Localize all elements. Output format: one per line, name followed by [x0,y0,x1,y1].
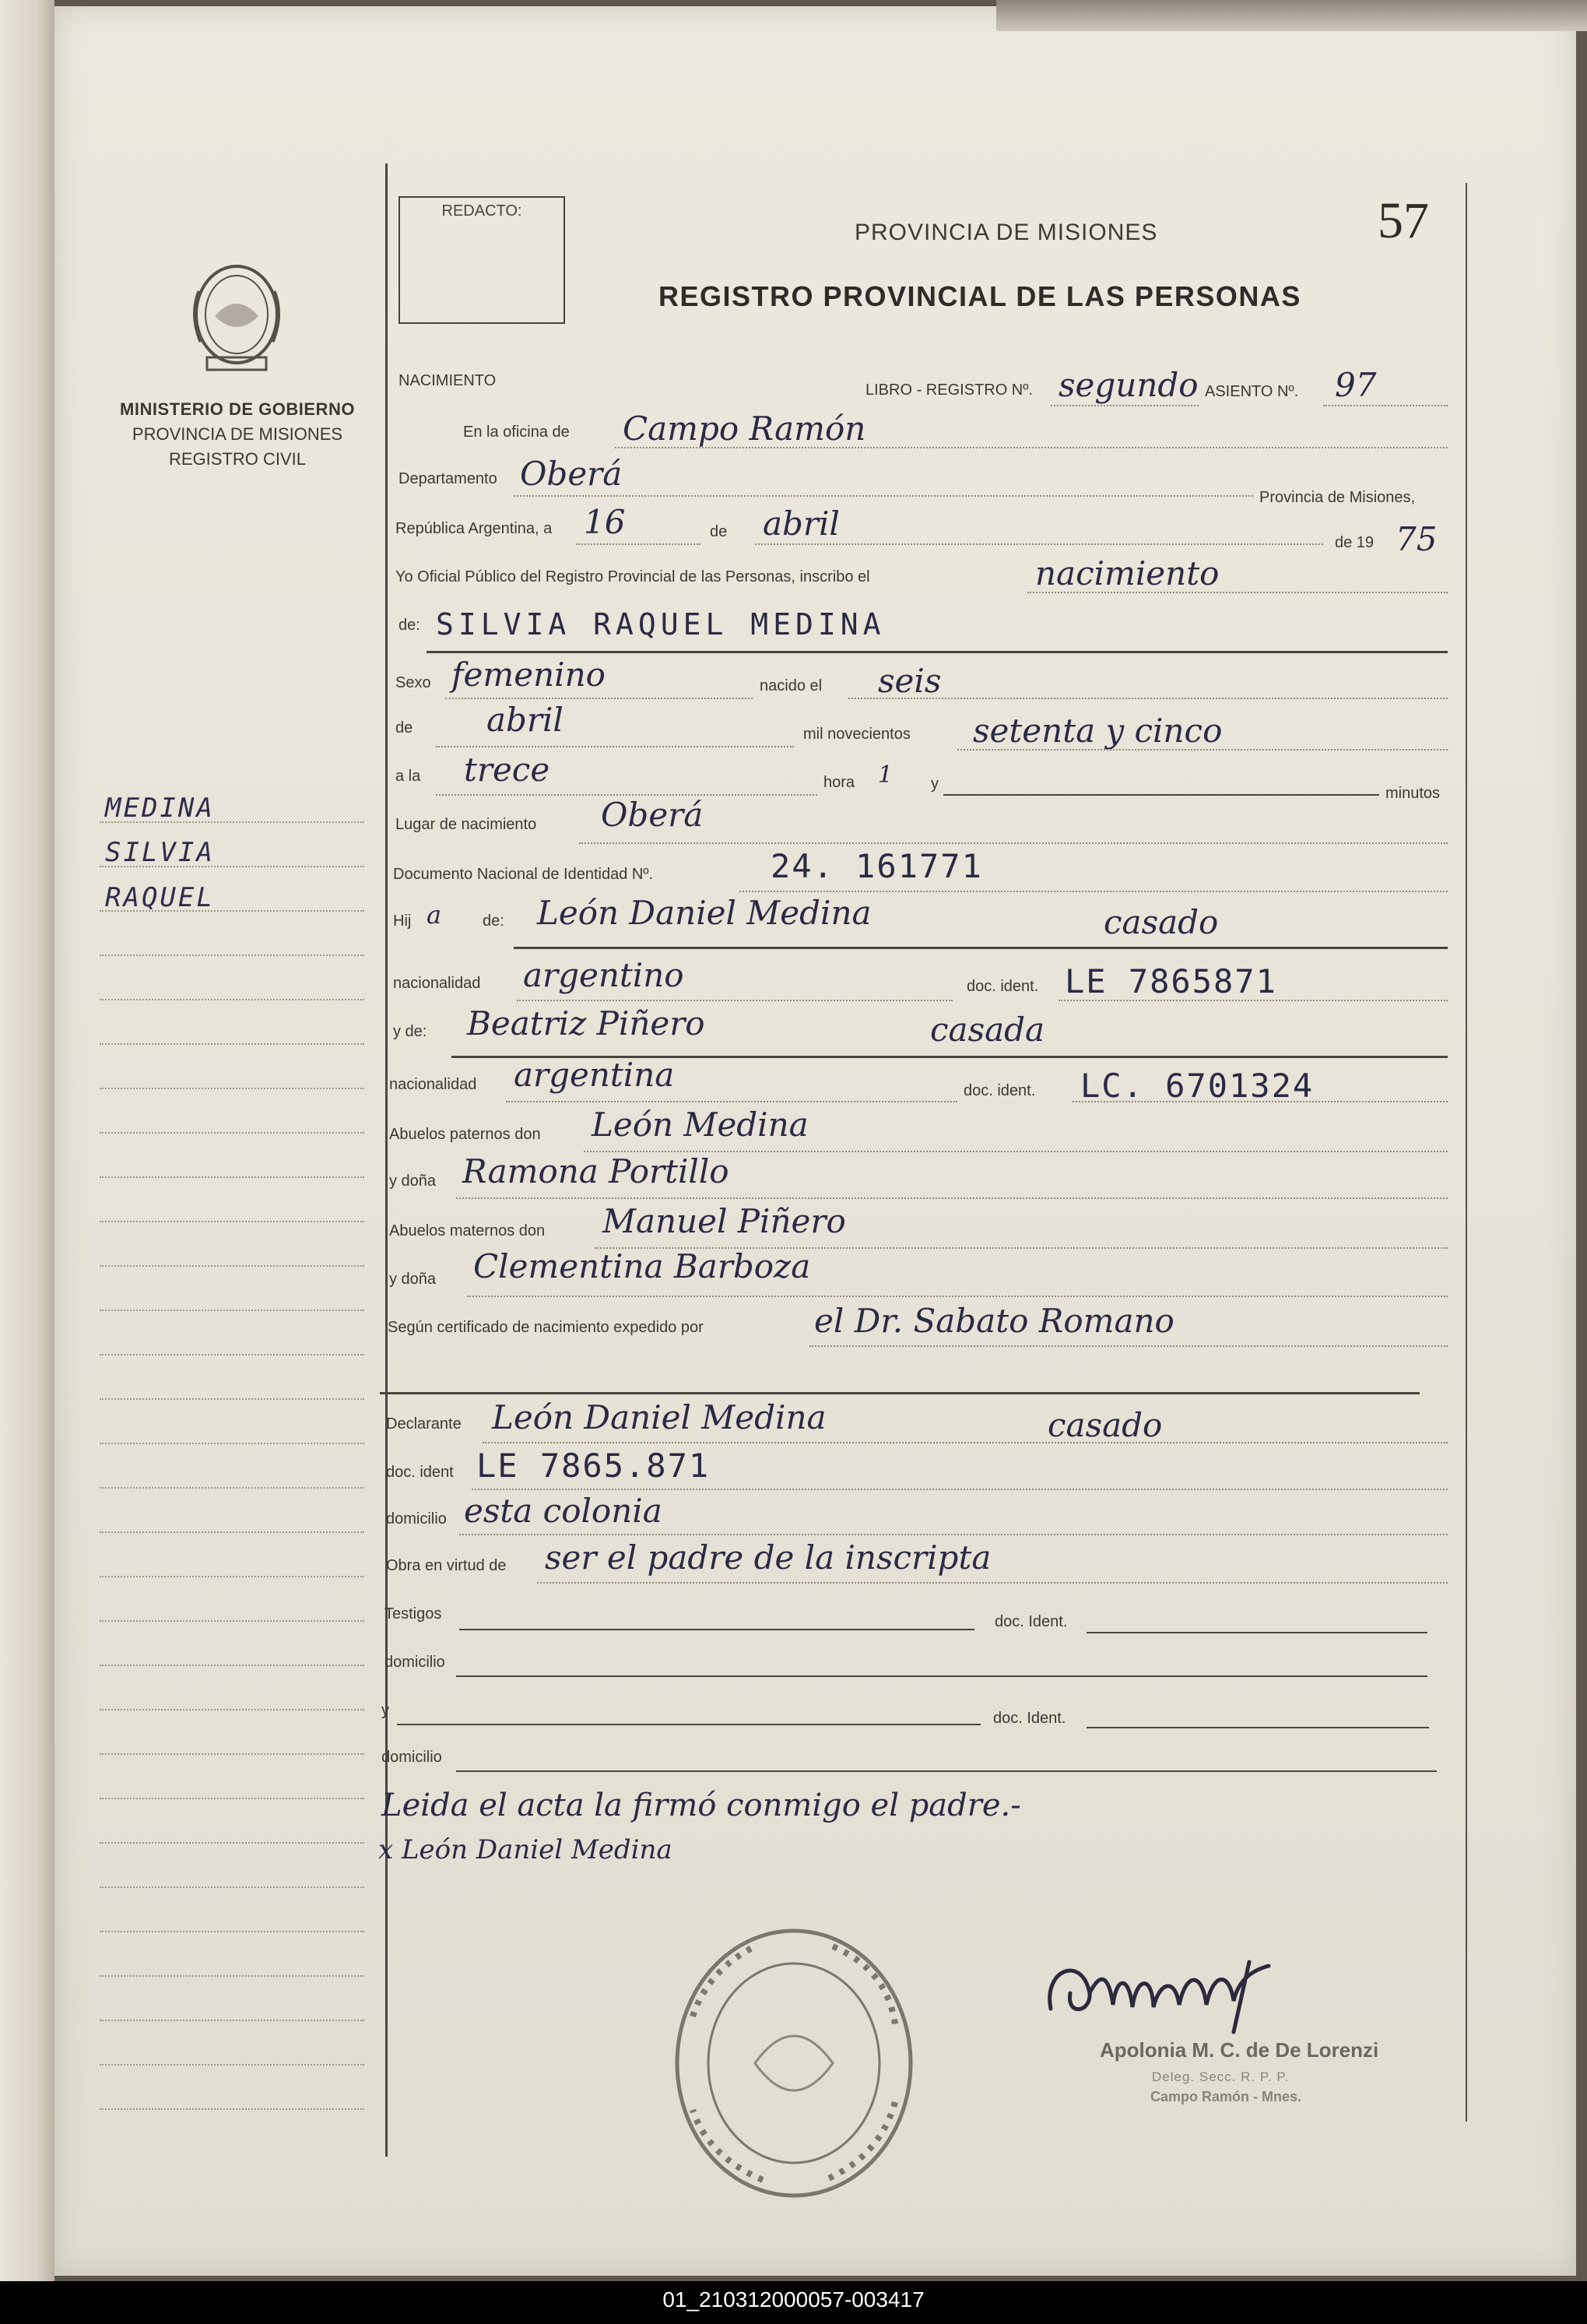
test2-dom-label: domicilio [381,1749,442,1766]
asiento-label: ASIENTO Nº. [1205,383,1299,400]
y-label: y [931,775,939,793]
ministry-title: MINISTERIO DE GOBIERNO [120,399,355,419]
anio-value: 75 [1396,520,1438,558]
oficina-label: En la oficina de [463,424,570,441]
domicilio-label: domicilio [386,1510,447,1528]
closing-line-1: Leida el acta la firmó conmigo el padre.- [381,1788,1021,1823]
nac-madre-label: nacionalidad [389,1076,477,1093]
hora-label: hora [823,774,855,791]
ab-pat-don: León Medina [592,1106,809,1144]
nombre-value: SILVIA RAQUEL MEDINA [436,607,886,642]
ab-pat-dona: Ramona Portillo [462,1152,729,1190]
nac-madre-value: argentina [514,1056,675,1094]
nacido-value: seis [878,662,942,700]
page-top-edge [996,0,1587,31]
dni-value: 24. 161771 [771,847,983,885]
hora-num: 1 [878,761,894,789]
de-label: de [710,523,728,540]
margin-index-name2: RAQUEL [105,882,215,913]
registry-stamp-icon [662,1923,926,2203]
ab-mat-dona-label: y doña [389,1271,437,1288]
madre-de-label: y de: [393,1023,427,1040]
testigos-label: Testigos [384,1605,442,1623]
signatory-role: Deleg. Secc. R. P. P. [1152,2069,1290,2084]
test-doc-label: doc. Ident. [995,1613,1068,1630]
de2-label: de [395,719,413,737]
republica-label: República Argentina, a [395,520,553,537]
ministry-block [117,397,358,472]
sexo-label: Sexo [395,674,431,691]
redacto-label: REDACTO: [441,202,522,220]
padre-estado: casado [1104,903,1219,941]
departamento-label: Departamento [399,470,497,487]
margin-index-surname: MEDINA [105,793,215,824]
mes-value: abril [763,505,840,543]
certificado-label: Según certificado de nacimiento expedido por [388,1319,704,1336]
milnov-value: setenta y cinco [973,712,1223,750]
y2-label: y [381,1702,389,1719]
hij-label: Hij [393,912,412,930]
inscribo-value: nacimiento [1035,554,1220,592]
nac-padre-label: nacionalidad [393,975,481,992]
ab-pat-label: Abuelos paternos don [389,1126,541,1143]
right-rule [1466,183,1467,2122]
certificado-value: el Dr. Sabato Romano [814,1302,1174,1340]
ab-mat-don: Manuel Piñero [602,1202,846,1240]
ministry-office: REGISTRO CIVIL [168,449,307,469]
decl-doc-label: doc. ident [386,1464,454,1481]
closing-line-2: x León Daniel Medina [378,1834,672,1865]
dni-label: Documento Nacional de Identidad Nº. [393,866,654,883]
sexo-value: femenino [451,656,606,694]
anio-prefix: de 19 [1335,534,1375,551]
obra-label: Obra en virtud de [386,1557,507,1574]
lugar-label: Lugar de nacimiento [395,816,537,833]
doc-madre-label: doc. ident. [964,1082,1036,1099]
mes2-value: abril [486,701,564,739]
province-heading: PROVINCIA DE MISIONES [855,220,1158,245]
milnov-label: mil novecientos [803,726,911,743]
lugar-value: Oberá [601,796,704,834]
libro-value: segundo [1059,366,1199,404]
domicilio-value: esta colonia [464,1492,662,1530]
dia-value: 16 [584,503,626,541]
minutos-label: minutos [1385,785,1441,802]
ab-mat-label: Abuelos maternos don [389,1222,546,1239]
libro-label: LIBRO - REGISTRO Nº. [865,381,1034,399]
padre-value: León Daniel Medina [537,894,872,932]
redacto-box [399,196,565,324]
test-dom-label: domicilio [384,1654,445,1671]
image-caption: 01_210312000057-003417 [662,2287,925,2312]
asiento-value: 97 [1335,366,1377,404]
hora-value: trece [464,751,550,789]
declarante-label: Declarante [386,1415,462,1433]
madre-estado: casada [930,1011,1045,1049]
oficial-label: Yo Oficial Público del Registro Provincial de las Personas, inscribo el [395,568,870,585]
oficina-value: Campo Ramón [623,410,866,448]
hij-value: a [427,900,442,930]
doc-padre-value: LE 7865871 [1065,962,1277,1000]
nacimiento-label: NACIMIENTO [399,372,497,389]
declarante-estado: casado [1048,1406,1163,1444]
section-divider [380,1392,1420,1394]
doc-padre-label: doc. ident. [967,978,1039,995]
book-binding [0,0,54,2281]
decl-doc-value: LE 7865.871 [476,1447,711,1485]
margin-index-name1: SILVIA [105,837,215,868]
obra-value: ser el padre de la inscripta [545,1538,992,1577]
ab-pat-dona-label: y doña [389,1173,437,1190]
provincia-label: Provincia de Misiones, [1259,489,1416,506]
nacido-label: nacido el [760,677,823,694]
coat-of-arms-icon [184,260,290,377]
registry-heading: REGISTRO PROVINCIAL DE LAS PERSONAS [658,280,1301,312]
padre-de-label: de: [483,912,504,930]
departamento-value: Oberá [520,455,623,493]
nombre-label: de: [399,617,420,634]
signatory-name: Apolonia M. C. de De Lorenzi [1100,2038,1379,2062]
declarante-value: León Daniel Medina [492,1398,827,1436]
madre-value: Beatriz Piñero [467,1004,705,1042]
doc-madre-value: LC. 6701324 [1080,1067,1315,1105]
nac-padre-value: argentino [523,956,684,994]
signatory-place: Campo Ramón - Mnes. [1150,2089,1302,2104]
folio-number: 57 [1378,192,1429,249]
margin-index-lines [100,779,364,2110]
alas-label: a la [395,768,421,785]
ministry-province: PROVINCIA DE MISIONES [132,424,343,444]
ab-mat-dona: Clementina Barboza [473,1247,811,1285]
test2-doc-label: doc. Ident. [993,1710,1066,1727]
